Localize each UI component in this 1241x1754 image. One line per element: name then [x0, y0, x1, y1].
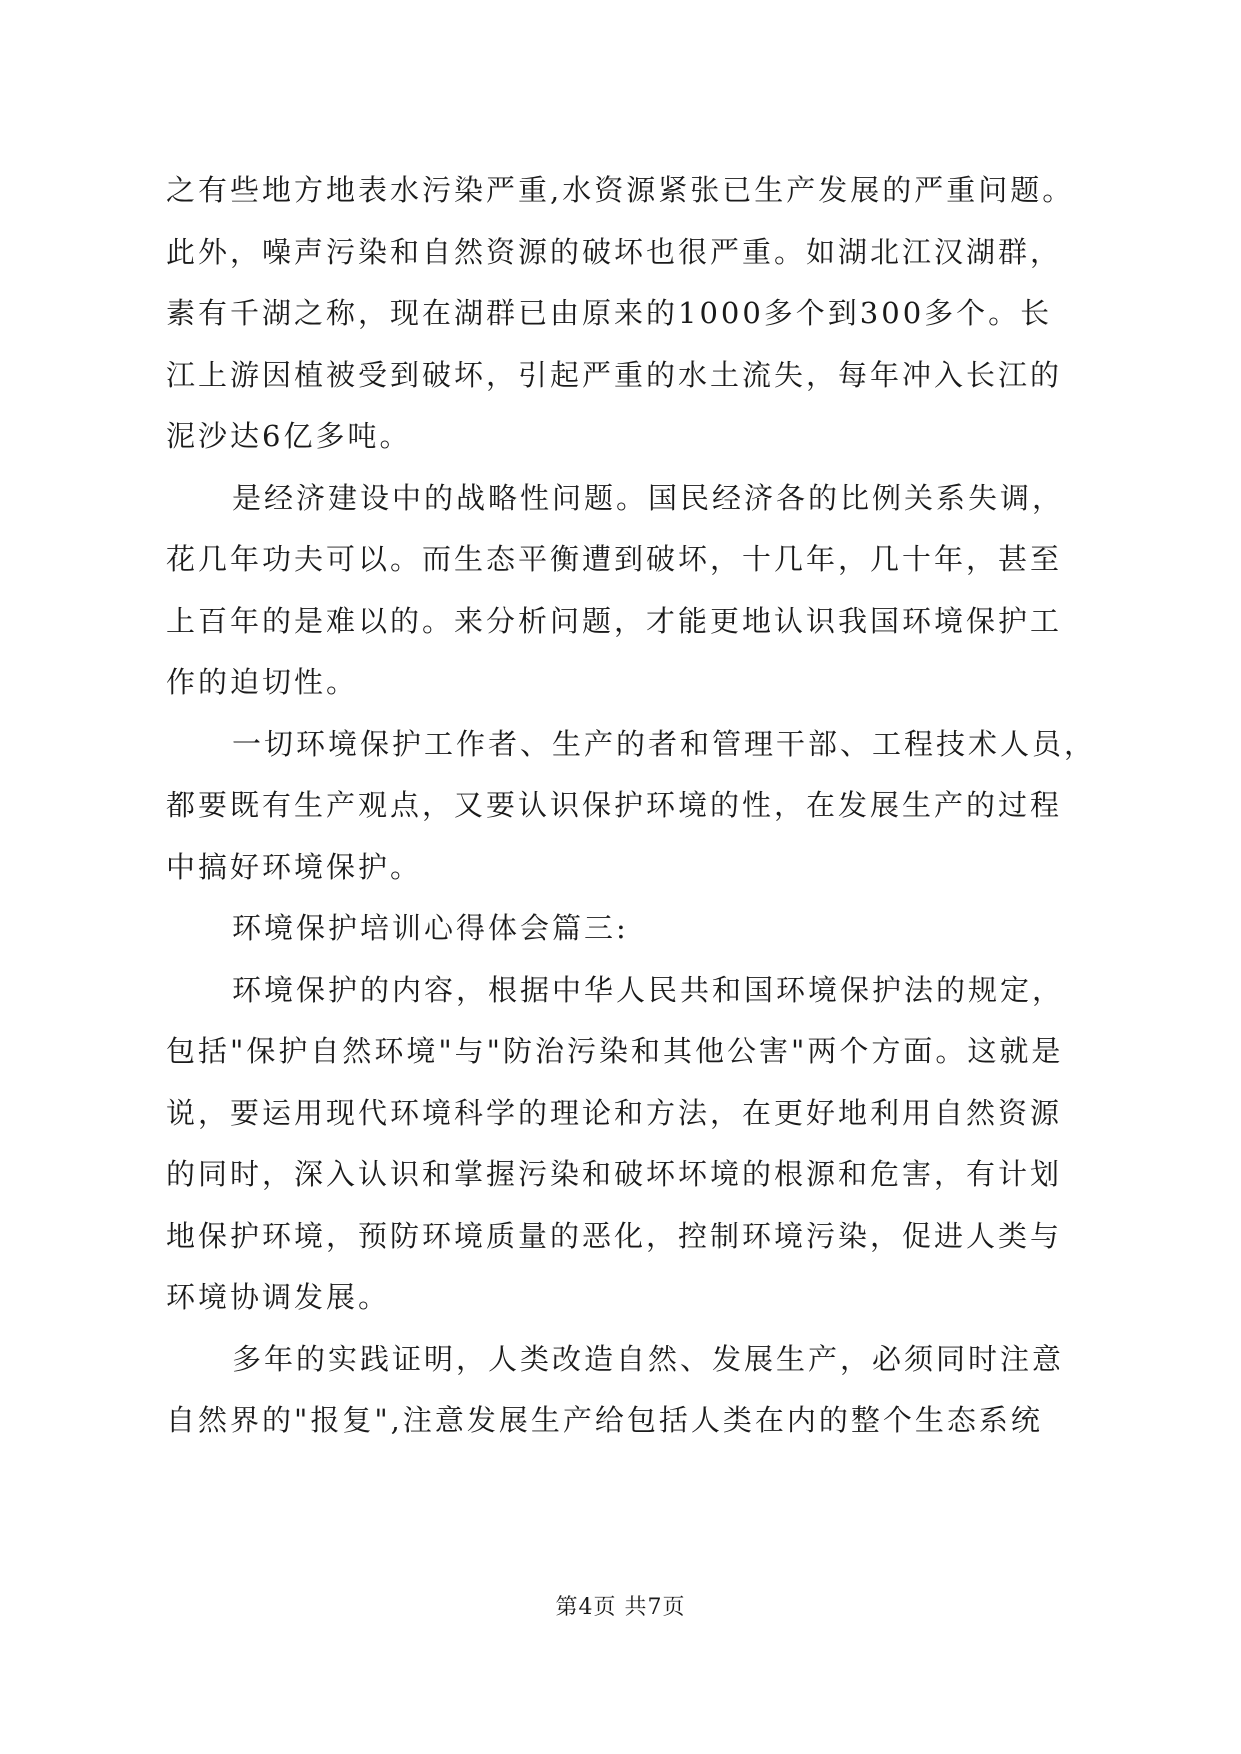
text-line: 是经济建设中的战略性问题。国民经济各的比例关系失调， — [232, 480, 1065, 515]
text-line: 江上游因植被受到破坏，引起严重的水土流失，每年冲入长江的 — [166, 357, 1063, 392]
paragraph — [166, 714, 1097, 899]
text-line: 上百年的是难以的。来分析问题，才能更地认识我国环境保护工 — [166, 603, 1063, 638]
text-line: 中搞好环境保护。 — [166, 849, 423, 884]
paragraph — [166, 960, 1086, 1329]
text-line: 环境协调发展。 — [166, 1280, 391, 1314]
text-line: 作的迫切性。 — [166, 665, 359, 699]
page-number-footer: 第4页 共7页 — [555, 1595, 686, 1620]
text-line: 泥沙达6亿多吨。 — [166, 419, 412, 453]
text-line: 此外，噪声污染和自然资源的破坏也很严重。如湖北江汉湖群， — [166, 234, 1063, 269]
text-line: 环境保护培训心得体会篇三: — [232, 911, 629, 945]
text-line: 素有千湖之称，现在湖群已由原来的1000多个到300多个。长 — [166, 296, 1053, 330]
text-line: 的同时，深入认识和掌握污染和破坏坏境的根源和危害，有计划 — [166, 1157, 1063, 1191]
text-line: 说，要运用现代环境科学的理论和方法，在更好地利用自然资源 — [166, 1095, 1063, 1130]
document-body — [166, 160, 1097, 1452]
section-heading — [166, 898, 1086, 960]
paragraph — [166, 160, 1086, 468]
text-line: 一切环境保护工作者、生产的者和管理干部、工程技术人员， — [232, 726, 1097, 761]
text-line: 环境保护的内容，根据中华人民共和国环境保护法的规定， — [232, 972, 1065, 1007]
text-line: 包括"保护自然环境"与"防治污染和其他公害"两个方面。这就是 — [166, 1034, 1064, 1068]
text-line: 多年的实践证明，人类改造自然、发展生产，必须同时注意 — [232, 1341, 1065, 1376]
paragraph — [166, 468, 1086, 714]
text-line: 地保护环境，预防环境质量的恶化，控制环境污染，促进人类与 — [166, 1218, 1063, 1253]
paragraph — [166, 1329, 1086, 1452]
text-line: 都要既有生产观点，又要认识保护环境的性，在发展生产的过程 — [166, 788, 1063, 822]
text-line: 自然界的"报复",注意发展生产给包括人类在内的整个生态系统 — [166, 1403, 1043, 1437]
text-line: 之有些地方地表水污染严重,水资源紧张已生产发展的严重问题。 — [166, 173, 1075, 207]
text-line: 花几年功夫可以。而生态平衡遭到破坏，十几年，几十年，甚至 — [166, 542, 1063, 576]
